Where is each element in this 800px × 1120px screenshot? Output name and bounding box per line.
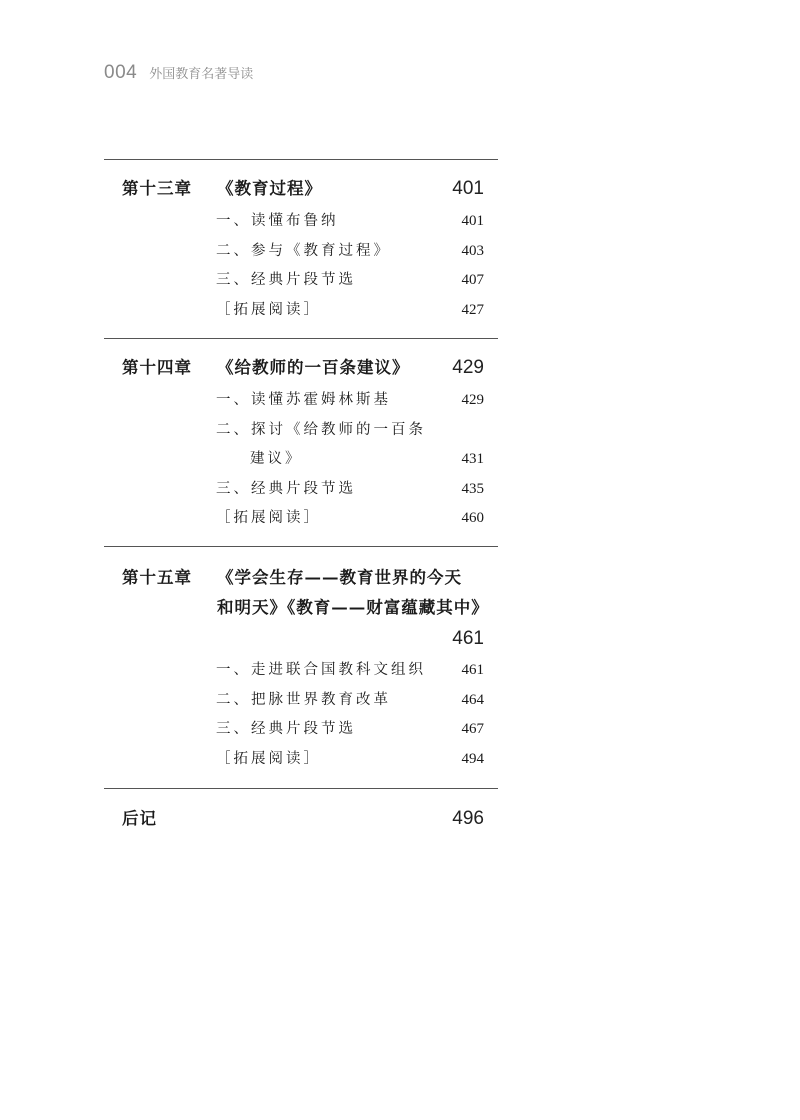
afterword-page: 496 <box>452 808 484 829</box>
chapter-label: 第十五章 <box>122 568 192 587</box>
divider <box>104 338 498 339</box>
section-title: 一、读懂布鲁纳 <box>216 213 339 229</box>
chapter-15-heading[interactable] <box>104 563 484 593</box>
section-title: 二、探讨《给教师的一百条 <box>216 422 426 438</box>
toc-entry[interactable] <box>104 206 484 236</box>
page-number: 004 <box>104 62 138 83</box>
book-title: 外国教育名著导读 <box>149 67 254 82</box>
chapter-title: 《学会生存——教育世界的今天 <box>217 568 462 587</box>
afterword-label: 后记 <box>122 809 157 828</box>
toc-entry[interactable] <box>104 503 484 533</box>
toc-entry[interactable] <box>104 236 484 266</box>
section-title: 三、经典片段节选 <box>216 481 356 497</box>
section-page: 467 <box>461 721 484 737</box>
section-page: 461 <box>461 662 484 678</box>
toc-entry[interactable] <box>104 295 484 325</box>
section-title: ［拓展阅读］ <box>216 751 321 767</box>
toc-entry[interactable] <box>104 714 484 744</box>
section-page: 407 <box>461 272 484 288</box>
section-title-continuation: 建议》 <box>250 451 303 467</box>
chapter-title-continuation: 和明天》《教育——财富蕴藏其中》 <box>217 598 489 617</box>
toc-entry[interactable] <box>104 685 484 715</box>
section-page: 435 <box>461 481 484 497</box>
section-title: 一、走进联合国教科文组织 <box>216 662 426 678</box>
toc-entry[interactable] <box>104 474 484 504</box>
section-title: ［拓展阅读］ <box>216 302 321 318</box>
chapter-15-page-row[interactable] <box>104 624 484 654</box>
chapter-page: 401 <box>452 178 484 199</box>
divider <box>104 788 498 789</box>
divider <box>104 546 498 547</box>
section-page: 427 <box>461 302 484 318</box>
chapter-title: 《给教师的一百条建议》 <box>217 358 410 377</box>
toc-entry[interactable] <box>104 744 484 774</box>
section-title: ［拓展阅读］ <box>216 510 321 526</box>
section-page: 494 <box>461 751 484 767</box>
section-page: 464 <box>461 692 484 708</box>
section-page: 403 <box>461 243 484 259</box>
toc-entry[interactable] <box>104 385 484 415</box>
toc-entry[interactable] <box>104 265 484 295</box>
section-title: 一、读懂苏霍姆林斯基 <box>216 392 391 408</box>
chapter-14-heading[interactable] <box>104 353 484 383</box>
toc-entry[interactable] <box>104 655 484 685</box>
toc-entry-continuation[interactable] <box>104 444 484 474</box>
chapter-label: 第十三章 <box>122 179 192 198</box>
chapter-label: 第十四章 <box>122 358 192 377</box>
afterword-heading[interactable] <box>104 804 484 834</box>
section-page: 460 <box>461 510 484 526</box>
chapter-title: 《教育过程》 <box>217 179 322 198</box>
section-title: 三、经典片段节选 <box>216 272 356 288</box>
section-title: 二、把脉世界教育改革 <box>216 692 391 708</box>
section-title: 三、经典片段节选 <box>216 721 356 737</box>
chapter-15-heading-continued[interactable] <box>104 593 489 623</box>
section-page: 431 <box>461 451 484 467</box>
toc-entry[interactable] <box>104 415 484 445</box>
divider <box>104 159 498 160</box>
section-page: 401 <box>461 213 484 229</box>
section-title: 二、参与《教育过程》 <box>216 243 391 259</box>
chapter-page: 461 <box>452 628 484 649</box>
section-page: 429 <box>461 392 484 408</box>
running-head <box>104 62 253 84</box>
chapter-13-heading[interactable] <box>104 174 484 204</box>
chapter-page: 429 <box>452 357 484 378</box>
